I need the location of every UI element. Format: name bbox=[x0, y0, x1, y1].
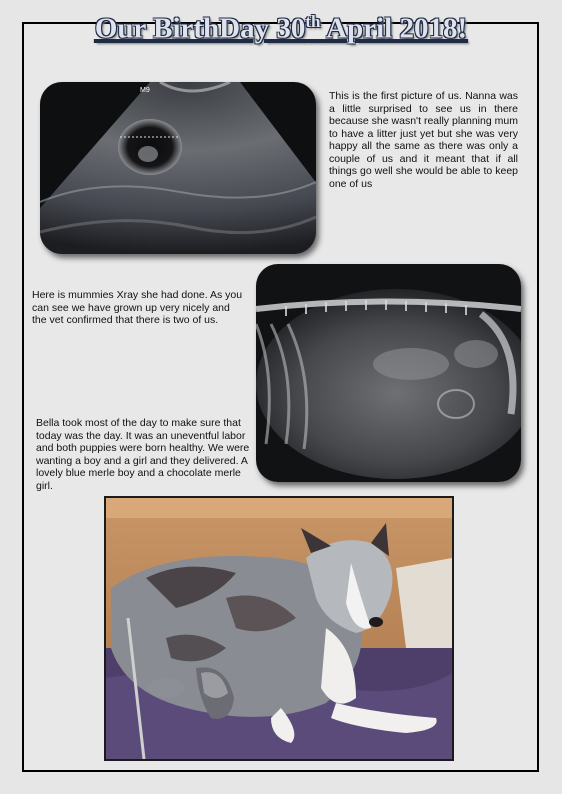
page-title: Our BirthDay 30th April 2018! bbox=[94, 12, 468, 45]
ultrasound-caption: This is the first picture of us. Nanna was a little surprised to see us in there because she wasn't really planning mum to have a litter just yet but she was very happy all the same as there was only a couple of us and it meant that if all things go well she would be able to keep one of us bbox=[329, 90, 518, 190]
ultrasound-image bbox=[40, 82, 316, 254]
xray-caption: Here is mummies Xray she had done. As you can see we have grown up very nicely and the vet confirmed that there is two of us. bbox=[32, 289, 243, 326]
dog-photo bbox=[104, 496, 454, 761]
birth-caption: Bella took most of the day to make sure that today was the day. It was an uneventful labor and both puppies were born healthy. We were wanting a boy and a girl and they delivered. A lovely blue merle boy and a chocolate merle girl. bbox=[36, 417, 250, 492]
svg-text:M9: M9 bbox=[140, 87, 150, 94]
xray-image bbox=[256, 264, 521, 482]
